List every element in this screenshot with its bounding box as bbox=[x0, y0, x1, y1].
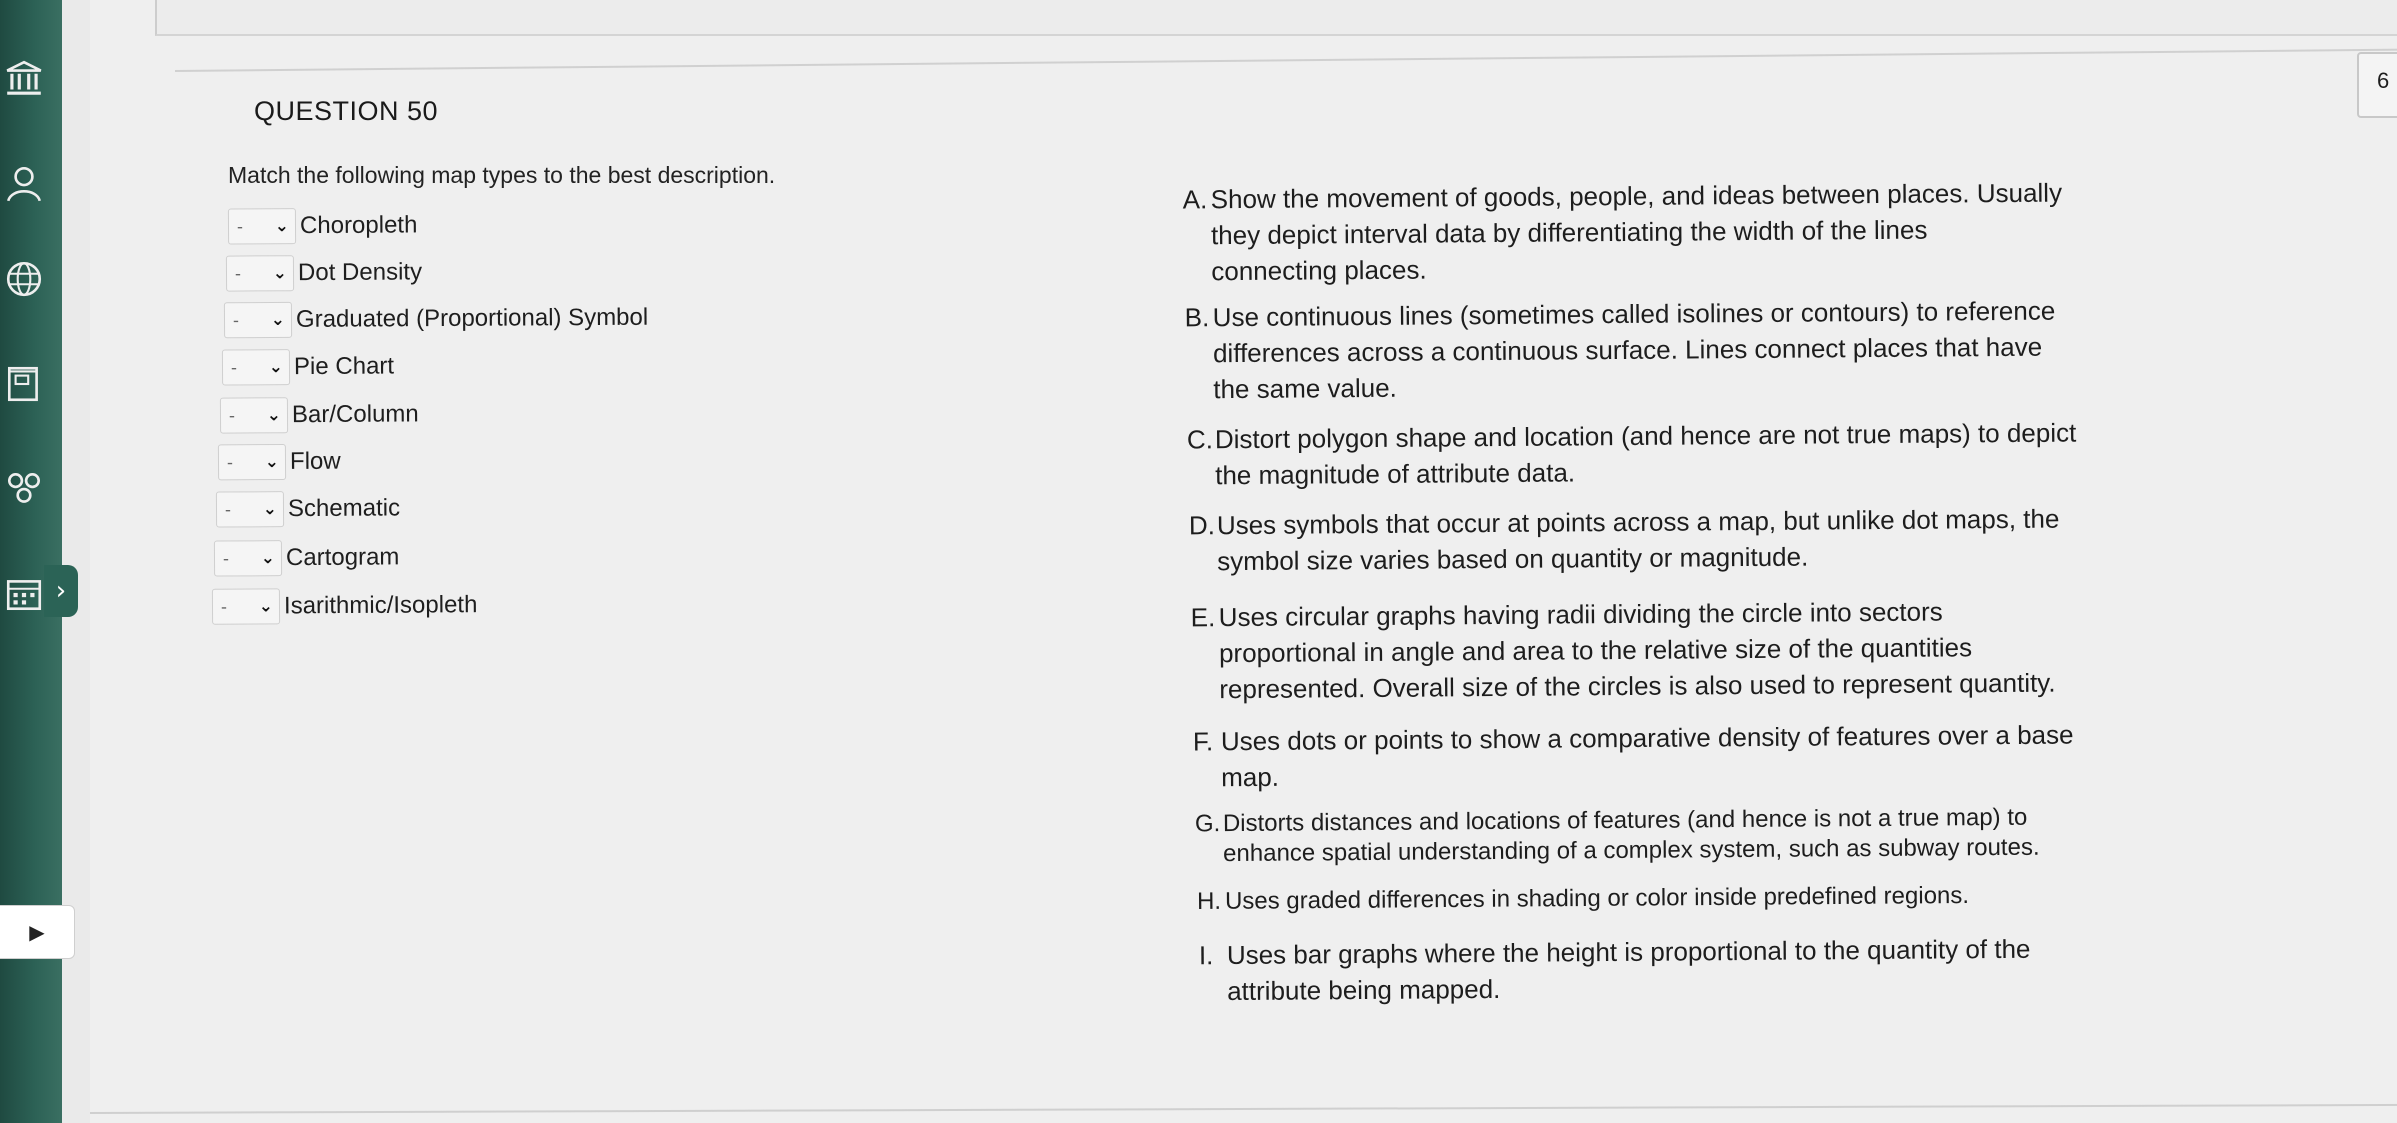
option-text: Uses bar graphs where the height is proportional to the quantity of the bbox=[1226, 933, 2031, 971]
chevron-right-icon: › bbox=[55, 576, 67, 606]
option-letter: H. bbox=[1196, 887, 1222, 916]
option-text: Use continuous lines (sometimes called isolines or contours) to reference bbox=[1212, 295, 2056, 333]
match-row bbox=[224, 300, 648, 339]
option-text: map. bbox=[1221, 761, 1280, 793]
courses-icon[interactable] bbox=[0, 360, 48, 408]
institution-icon[interactable] bbox=[0, 55, 48, 103]
chevron-down-icon: ⌄ bbox=[274, 216, 290, 237]
option-text: Uses symbols that occur at points across a map, but unlike dot maps, the bbox=[1216, 503, 2060, 541]
expand-nav-button[interactable] bbox=[44, 565, 78, 617]
option-d bbox=[1189, 501, 2060, 580]
option-text: they depict interval data by differentiating the width of the lines bbox=[1210, 214, 1928, 251]
play-right-icon: ▶ bbox=[29, 920, 45, 944]
match-row bbox=[228, 207, 418, 244]
answer-select[interactable] bbox=[226, 255, 294, 291]
match-term: Bar/Column bbox=[291, 400, 419, 429]
option-letter: F. bbox=[1192, 726, 1214, 757]
option-text: Uses graded differences in shading or color inside predefined regions. bbox=[1224, 881, 1970, 915]
option-text: differences across a continuous surface. Lines connect places that have bbox=[1212, 331, 2043, 369]
select-value: - bbox=[224, 498, 232, 520]
option-text: enhance spatial understanding of a complex system, such as subway routes. bbox=[1223, 833, 2040, 868]
chevron-down-icon: ⌄ bbox=[262, 499, 278, 520]
option-letter: E. bbox=[1190, 602, 1216, 633]
match-row bbox=[212, 587, 478, 625]
chevron-down-icon: ⌄ bbox=[260, 548, 276, 569]
answer-select[interactable] bbox=[216, 491, 284, 527]
option-h bbox=[1197, 881, 1969, 917]
option-a bbox=[1183, 175, 2063, 290]
option-text: the magnitude of attribute data. bbox=[1215, 457, 1576, 491]
select-value: - bbox=[232, 309, 240, 330]
option-letter: D. bbox=[1188, 510, 1215, 541]
option-text: Uses circular graphs having radii dividing the circle into sectors bbox=[1218, 596, 1943, 633]
match-row bbox=[216, 490, 400, 527]
points-badge: 6 bbox=[2357, 52, 2397, 118]
match-term: Schematic bbox=[287, 494, 401, 523]
option-letter: A. bbox=[1182, 184, 1208, 215]
option-letter: G. bbox=[1194, 810, 1221, 838]
option-f bbox=[1193, 717, 2074, 796]
answer-select[interactable] bbox=[218, 444, 286, 480]
select-value: - bbox=[220, 596, 228, 617]
match-term: Dot Density bbox=[297, 258, 423, 287]
select-value: - bbox=[234, 263, 242, 284]
option-text: Uses dots or points to show a comparative density of features over a base bbox=[1220, 719, 2074, 757]
divider bbox=[175, 48, 2397, 72]
option-letter: I. bbox=[1198, 940, 1214, 971]
groups-icon[interactable] bbox=[0, 465, 48, 513]
match-term: Graduated (Proportional) Symbol bbox=[295, 303, 649, 333]
match-row bbox=[222, 348, 394, 385]
chevron-down-icon: ⌄ bbox=[272, 263, 288, 284]
calendar-icon[interactable] bbox=[0, 570, 48, 618]
match-row bbox=[218, 444, 341, 481]
option-text: Distorts distances and locations of features (and hence is not a true map) to bbox=[1222, 803, 2028, 838]
chevron-down-icon: ⌄ bbox=[264, 452, 280, 473]
match-term: Isarithmic/Isopleth bbox=[283, 591, 478, 620]
match-term: Cartogram bbox=[285, 543, 400, 572]
answer-select[interactable] bbox=[212, 588, 280, 624]
answer-select[interactable] bbox=[220, 397, 288, 433]
answer-select[interactable] bbox=[228, 208, 296, 244]
question-title: QUESTION 50 bbox=[254, 96, 439, 126]
select-value: - bbox=[226, 451, 234, 472]
previous-question-frame bbox=[155, 0, 2397, 36]
chevron-down-icon: ⌄ bbox=[268, 357, 284, 378]
select-value: - bbox=[230, 356, 238, 377]
option-letter: C. bbox=[1186, 424, 1213, 455]
option-text: connecting places. bbox=[1211, 254, 1427, 287]
option-text: Show the movement of goods, people, and ideas between places. Usually bbox=[1210, 177, 2063, 215]
answer-select[interactable] bbox=[222, 349, 290, 385]
chevron-down-icon: ⌄ bbox=[258, 596, 274, 617]
option-text: Distort polygon shape and location (and hence are not true maps) to depict bbox=[1214, 417, 2077, 455]
match-row bbox=[214, 539, 400, 576]
option-text: represented. Overall size of the circles is also used to represent quantity. bbox=[1219, 667, 2056, 705]
chevron-down-icon: ⌄ bbox=[270, 309, 286, 331]
match-term: Pie Chart bbox=[293, 352, 395, 381]
option-text: symbol size varies based on quantity or magnitude. bbox=[1217, 541, 1809, 577]
match-term: Flow bbox=[289, 447, 341, 475]
option-text: proportional in angle and area to the relative size of the quantities bbox=[1218, 632, 1973, 669]
option-g bbox=[1195, 803, 2040, 870]
option-c bbox=[1187, 415, 2077, 494]
select-value: - bbox=[222, 547, 230, 569]
match-term: Choropleth bbox=[299, 211, 418, 240]
select-value: - bbox=[236, 215, 244, 237]
select-value: - bbox=[228, 405, 236, 426]
question-instruction: Match the following map types to the best description. bbox=[228, 162, 776, 188]
answer-select[interactable] bbox=[224, 302, 292, 338]
option-text: attribute being mapped. bbox=[1227, 973, 1501, 1007]
account-icon[interactable] bbox=[0, 160, 48, 208]
option-e bbox=[1191, 593, 2056, 708]
option-letter: B. bbox=[1184, 302, 1210, 333]
chevron-down-icon: ⌄ bbox=[266, 405, 282, 426]
globe-icon[interactable] bbox=[0, 255, 48, 303]
option-text: the same value. bbox=[1213, 372, 1397, 405]
divider bbox=[90, 1104, 2397, 1114]
option-i bbox=[1199, 931, 2031, 1010]
answer-select[interactable] bbox=[214, 540, 282, 576]
match-row bbox=[226, 254, 422, 291]
collapse-panel-button[interactable] bbox=[0, 905, 75, 959]
match-row bbox=[220, 396, 419, 433]
option-b bbox=[1185, 293, 2056, 408]
